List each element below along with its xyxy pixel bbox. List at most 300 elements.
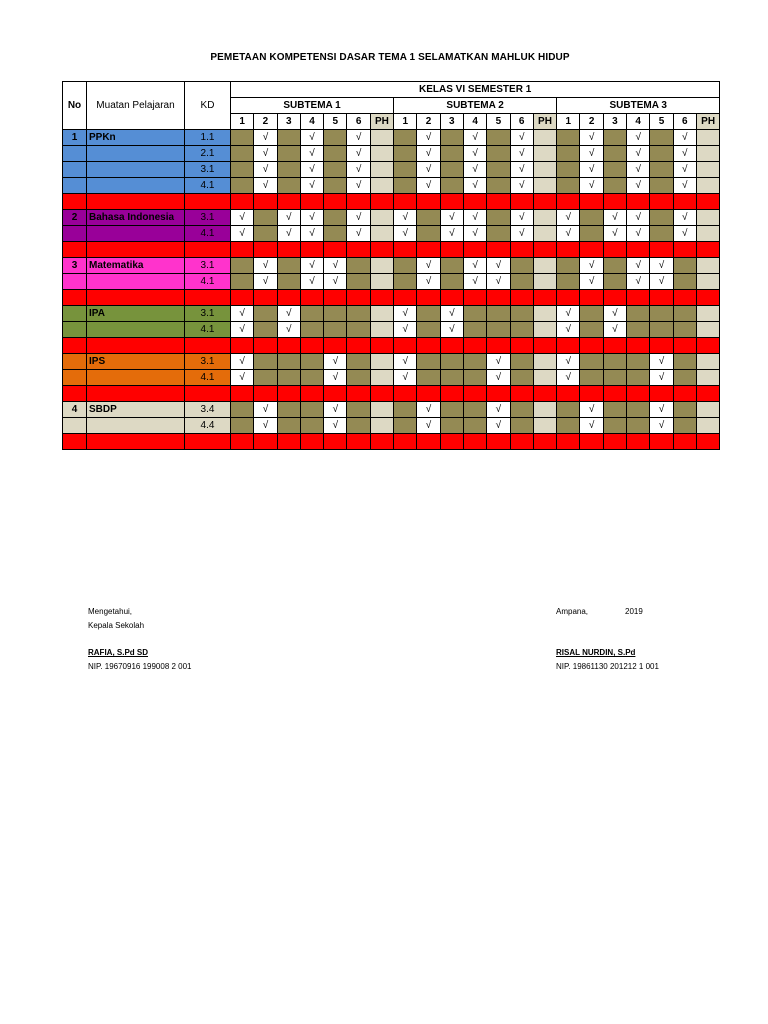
separator-cell xyxy=(231,434,254,450)
empty-cell xyxy=(510,322,533,338)
check-cell: √ xyxy=(254,130,277,146)
check-cell: √ xyxy=(440,226,463,242)
subject-row xyxy=(63,258,720,274)
sign-left-name: RAFIA, S.Pd SD xyxy=(88,648,149,657)
check-cell: √ xyxy=(324,258,347,274)
check-cell: √ xyxy=(417,274,440,290)
check-cell: √ xyxy=(300,274,323,290)
empty-cell xyxy=(510,258,533,274)
separator-cell xyxy=(650,338,673,354)
separator-cell xyxy=(254,242,277,258)
row-number xyxy=(63,226,87,242)
check-cell: √ xyxy=(673,210,696,226)
check-cell: √ xyxy=(627,162,650,178)
separator-row-2 xyxy=(63,242,720,258)
empty-cell xyxy=(417,210,440,226)
empty-cell xyxy=(417,226,440,242)
ph-cell xyxy=(533,354,556,370)
header-no: No xyxy=(63,82,87,130)
empty-cell xyxy=(254,306,277,322)
subject-name: Bahasa Indonesia xyxy=(87,210,185,226)
separator-cell xyxy=(300,194,323,210)
kd-code: 4.1 xyxy=(185,178,231,194)
check-cell: √ xyxy=(627,210,650,226)
empty-cell xyxy=(324,226,347,242)
empty-cell xyxy=(463,322,486,338)
check-cell: √ xyxy=(650,370,673,386)
empty-cell xyxy=(324,306,347,322)
empty-cell xyxy=(650,146,673,162)
check-cell: √ xyxy=(627,226,650,242)
empty-cell xyxy=(277,178,300,194)
separator-cell xyxy=(696,386,719,402)
empty-cell xyxy=(603,402,626,418)
empty-cell xyxy=(580,306,603,322)
header-subtema-2: SUBTEMA 2 xyxy=(394,98,557,114)
check-cell: √ xyxy=(417,162,440,178)
check-cell: √ xyxy=(231,226,254,242)
empty-cell xyxy=(324,178,347,194)
empty-cell xyxy=(300,402,323,418)
separator-cell xyxy=(463,386,486,402)
check-cell: √ xyxy=(254,162,277,178)
check-cell: √ xyxy=(627,130,650,146)
empty-cell xyxy=(440,274,463,290)
empty-cell xyxy=(673,258,696,274)
empty-cell xyxy=(277,130,300,146)
separator-cell xyxy=(254,290,277,306)
check-cell: √ xyxy=(673,130,696,146)
ph-cell xyxy=(696,146,719,162)
check-cell: √ xyxy=(300,146,323,162)
check-cell: √ xyxy=(440,322,463,338)
kd-code: 3.1 xyxy=(185,354,231,370)
kd-code: 4.1 xyxy=(185,226,231,242)
ph-cell xyxy=(696,306,719,322)
column-header-3-3: 3 xyxy=(603,114,626,130)
separator-cell xyxy=(300,290,323,306)
check-cell: √ xyxy=(300,130,323,146)
empty-cell xyxy=(440,162,463,178)
check-cell: √ xyxy=(627,178,650,194)
separator-cell xyxy=(87,386,185,402)
separator-cell xyxy=(324,434,347,450)
empty-cell xyxy=(394,402,417,418)
separator-cell xyxy=(510,386,533,402)
separator-cell xyxy=(63,434,87,450)
ph-cell xyxy=(696,322,719,338)
empty-cell xyxy=(463,306,486,322)
row-number xyxy=(63,274,87,290)
separator-cell xyxy=(254,434,277,450)
empty-cell xyxy=(510,306,533,322)
row-number xyxy=(63,354,87,370)
empty-cell xyxy=(650,210,673,226)
separator-cell xyxy=(185,434,231,450)
column-header-3-ph: PH xyxy=(696,114,719,130)
separator-cell xyxy=(277,290,300,306)
separator-cell xyxy=(696,338,719,354)
empty-cell xyxy=(510,402,533,418)
empty-cell xyxy=(557,418,580,434)
empty-cell xyxy=(254,322,277,338)
check-cell: √ xyxy=(324,402,347,418)
separator-cell xyxy=(557,434,580,450)
empty-cell xyxy=(417,354,440,370)
empty-cell xyxy=(254,210,277,226)
empty-cell xyxy=(580,210,603,226)
ph-cell xyxy=(533,370,556,386)
empty-cell xyxy=(440,178,463,194)
separator-cell xyxy=(627,386,650,402)
check-cell: √ xyxy=(580,130,603,146)
empty-cell xyxy=(324,162,347,178)
empty-cell xyxy=(254,354,277,370)
check-cell: √ xyxy=(650,354,673,370)
subject-name xyxy=(87,226,185,242)
separator-cell xyxy=(673,386,696,402)
ph-cell xyxy=(370,146,393,162)
subject-row xyxy=(63,210,720,226)
check-cell: √ xyxy=(603,210,626,226)
separator-cell xyxy=(580,434,603,450)
empty-cell xyxy=(277,370,300,386)
empty-cell xyxy=(347,274,370,290)
empty-cell xyxy=(440,146,463,162)
empty-cell xyxy=(603,130,626,146)
check-cell: √ xyxy=(324,274,347,290)
sign-left-line1: Mengetahui, xyxy=(88,607,133,616)
check-cell: √ xyxy=(277,210,300,226)
empty-cell xyxy=(603,370,626,386)
kd-code: 3.4 xyxy=(185,402,231,418)
ph-cell xyxy=(533,210,556,226)
check-cell: √ xyxy=(463,274,486,290)
empty-cell xyxy=(231,402,254,418)
subject-name: PPKn xyxy=(87,130,185,146)
separator-cell xyxy=(463,194,486,210)
separator-cell xyxy=(650,194,673,210)
ph-cell xyxy=(533,162,556,178)
empty-cell xyxy=(417,370,440,386)
empty-cell xyxy=(440,370,463,386)
check-cell: √ xyxy=(300,258,323,274)
row-number xyxy=(63,370,87,386)
empty-cell xyxy=(300,370,323,386)
empty-cell xyxy=(277,146,300,162)
check-cell: √ xyxy=(324,418,347,434)
kd-code: 3.1 xyxy=(185,258,231,274)
check-cell: √ xyxy=(487,354,510,370)
check-cell: √ xyxy=(603,306,626,322)
check-cell: √ xyxy=(650,402,673,418)
separator-cell xyxy=(557,386,580,402)
empty-cell xyxy=(394,146,417,162)
separator-cell xyxy=(394,194,417,210)
ph-cell xyxy=(370,178,393,194)
separator-cell xyxy=(533,386,556,402)
sign-right-name: RISAL NURDIN, S.Pd xyxy=(556,648,636,657)
separator-row-5 xyxy=(63,386,720,402)
empty-cell xyxy=(417,306,440,322)
empty-cell xyxy=(580,226,603,242)
separator-cell xyxy=(673,434,696,450)
ph-cell xyxy=(370,162,393,178)
separator-cell xyxy=(533,338,556,354)
separator-cell xyxy=(300,434,323,450)
check-cell: √ xyxy=(231,370,254,386)
empty-cell xyxy=(300,322,323,338)
separator-cell xyxy=(370,386,393,402)
empty-cell xyxy=(394,130,417,146)
separator-cell xyxy=(254,194,277,210)
separator-cell xyxy=(440,434,463,450)
check-cell: √ xyxy=(487,418,510,434)
kd-code: 2.1 xyxy=(185,146,231,162)
empty-cell xyxy=(300,354,323,370)
separator-cell xyxy=(370,194,393,210)
subject-name xyxy=(87,370,185,386)
separator-row-1 xyxy=(63,194,720,210)
column-header-1-2: 2 xyxy=(254,114,277,130)
empty-cell xyxy=(603,162,626,178)
check-cell: √ xyxy=(300,210,323,226)
check-cell: √ xyxy=(580,146,603,162)
row-number: 3 xyxy=(63,258,87,274)
check-cell: √ xyxy=(580,162,603,178)
check-cell: √ xyxy=(440,306,463,322)
empty-cell xyxy=(673,354,696,370)
check-cell: √ xyxy=(510,146,533,162)
ph-cell xyxy=(370,258,393,274)
empty-cell xyxy=(650,226,673,242)
separator-cell xyxy=(324,194,347,210)
check-cell: √ xyxy=(557,210,580,226)
check-cell: √ xyxy=(557,354,580,370)
separator-cell xyxy=(63,386,87,402)
empty-cell xyxy=(231,146,254,162)
empty-cell xyxy=(487,226,510,242)
separator-cell xyxy=(603,194,626,210)
ph-cell xyxy=(696,354,719,370)
separator-cell xyxy=(324,290,347,306)
empty-cell xyxy=(417,322,440,338)
sign-left-line2: Kepala Sekolah xyxy=(88,621,145,630)
empty-cell xyxy=(440,258,463,274)
check-cell: √ xyxy=(463,178,486,194)
check-cell: √ xyxy=(254,178,277,194)
empty-cell xyxy=(557,162,580,178)
separator-cell xyxy=(557,290,580,306)
empty-cell xyxy=(324,210,347,226)
column-header-2-5: 5 xyxy=(487,114,510,130)
check-cell: √ xyxy=(324,354,347,370)
empty-cell xyxy=(394,418,417,434)
column-header-1-ph: PH xyxy=(370,114,393,130)
empty-cell xyxy=(231,274,254,290)
column-header-1-1: 1 xyxy=(231,114,254,130)
ph-cell xyxy=(370,226,393,242)
row-number: 1 xyxy=(63,130,87,146)
separator-cell xyxy=(63,242,87,258)
row-number: 2 xyxy=(63,210,87,226)
separator-cell xyxy=(696,434,719,450)
subject-row xyxy=(63,274,720,290)
separator-cell xyxy=(324,242,347,258)
check-cell: √ xyxy=(231,306,254,322)
empty-cell xyxy=(463,418,486,434)
ph-cell xyxy=(533,130,556,146)
separator-cell xyxy=(347,434,370,450)
column-header-3-5: 5 xyxy=(650,114,673,130)
header-kd: KD xyxy=(185,82,231,130)
separator-cell xyxy=(510,194,533,210)
separator-cell xyxy=(87,434,185,450)
ph-cell xyxy=(696,210,719,226)
separator-row-6 xyxy=(63,434,720,450)
check-cell: √ xyxy=(627,258,650,274)
empty-cell xyxy=(603,274,626,290)
empty-cell xyxy=(324,130,347,146)
separator-cell xyxy=(254,338,277,354)
check-cell: √ xyxy=(440,210,463,226)
separator-cell xyxy=(650,242,673,258)
empty-cell xyxy=(627,418,650,434)
empty-cell xyxy=(347,402,370,418)
separator-cell xyxy=(185,386,231,402)
empty-cell xyxy=(557,178,580,194)
check-cell: √ xyxy=(463,226,486,242)
check-cell: √ xyxy=(463,210,486,226)
check-cell: √ xyxy=(394,306,417,322)
separator-cell xyxy=(347,194,370,210)
separator-cell xyxy=(417,386,440,402)
check-cell: √ xyxy=(580,178,603,194)
check-cell: √ xyxy=(603,226,626,242)
separator-cell xyxy=(580,194,603,210)
kd-code: 4.1 xyxy=(185,274,231,290)
ph-cell xyxy=(696,178,719,194)
header-subtema-1: SUBTEMA 1 xyxy=(231,98,394,114)
separator-cell xyxy=(63,290,87,306)
column-header-1-4: 4 xyxy=(300,114,323,130)
ph-cell xyxy=(533,274,556,290)
separator-cell xyxy=(231,242,254,258)
sign-right-place: Ampana, xyxy=(556,607,589,616)
separator-cell xyxy=(394,386,417,402)
check-cell: √ xyxy=(650,258,673,274)
separator-cell xyxy=(185,242,231,258)
check-cell: √ xyxy=(417,258,440,274)
kd-code: 4.1 xyxy=(185,370,231,386)
separator-cell xyxy=(510,242,533,258)
check-cell: √ xyxy=(463,258,486,274)
separator-cell xyxy=(696,290,719,306)
empty-cell xyxy=(627,354,650,370)
separator-cell xyxy=(87,242,185,258)
check-cell: √ xyxy=(650,274,673,290)
empty-cell xyxy=(347,418,370,434)
check-cell: √ xyxy=(347,210,370,226)
ph-cell xyxy=(696,418,719,434)
row-number xyxy=(63,306,87,322)
check-cell: √ xyxy=(347,178,370,194)
empty-cell xyxy=(603,258,626,274)
separator-cell xyxy=(277,386,300,402)
row-number xyxy=(63,146,87,162)
ph-cell xyxy=(533,258,556,274)
column-header-3-6: 6 xyxy=(673,114,696,130)
separator-cell xyxy=(417,242,440,258)
check-cell: √ xyxy=(673,162,696,178)
check-cell: √ xyxy=(231,322,254,338)
check-cell: √ xyxy=(394,354,417,370)
separator-cell xyxy=(603,386,626,402)
separator-cell xyxy=(87,194,185,210)
separator-cell xyxy=(533,290,556,306)
empty-cell xyxy=(277,258,300,274)
empty-cell xyxy=(487,146,510,162)
check-cell: √ xyxy=(254,418,277,434)
empty-cell xyxy=(510,418,533,434)
separator-cell xyxy=(231,194,254,210)
check-cell: √ xyxy=(510,210,533,226)
empty-cell xyxy=(347,258,370,274)
empty-cell xyxy=(277,274,300,290)
separator-cell xyxy=(627,290,650,306)
separator-cell xyxy=(440,386,463,402)
separator-cell xyxy=(347,242,370,258)
separator-cell xyxy=(324,386,347,402)
empty-cell xyxy=(673,370,696,386)
sign-left-nip: NIP. 19670916 199008 2 001 xyxy=(88,662,192,671)
check-cell: √ xyxy=(254,402,277,418)
subject-name: SBDP xyxy=(87,402,185,418)
empty-cell xyxy=(557,274,580,290)
empty-cell xyxy=(440,130,463,146)
separator-cell xyxy=(533,434,556,450)
check-cell: √ xyxy=(254,146,277,162)
separator-cell xyxy=(533,194,556,210)
empty-cell xyxy=(324,146,347,162)
separator-cell xyxy=(650,386,673,402)
column-header-1-5: 5 xyxy=(324,114,347,130)
check-cell: √ xyxy=(673,178,696,194)
separator-cell xyxy=(324,338,347,354)
separator-cell xyxy=(63,194,87,210)
empty-cell xyxy=(254,370,277,386)
subject-row xyxy=(63,162,720,178)
competency-map-table xyxy=(62,81,720,450)
empty-cell xyxy=(231,178,254,194)
separator-cell xyxy=(394,290,417,306)
separator-cell xyxy=(696,242,719,258)
ph-cell xyxy=(370,306,393,322)
check-cell: √ xyxy=(347,130,370,146)
separator-cell xyxy=(463,290,486,306)
check-cell: √ xyxy=(347,146,370,162)
empty-cell xyxy=(300,306,323,322)
separator-cell xyxy=(277,434,300,450)
separator-cell xyxy=(440,290,463,306)
ph-cell xyxy=(696,226,719,242)
check-cell: √ xyxy=(277,306,300,322)
ph-cell xyxy=(370,130,393,146)
check-cell: √ xyxy=(463,130,486,146)
header-row-kelas xyxy=(63,82,720,98)
ph-cell xyxy=(533,322,556,338)
subject-name xyxy=(87,178,185,194)
